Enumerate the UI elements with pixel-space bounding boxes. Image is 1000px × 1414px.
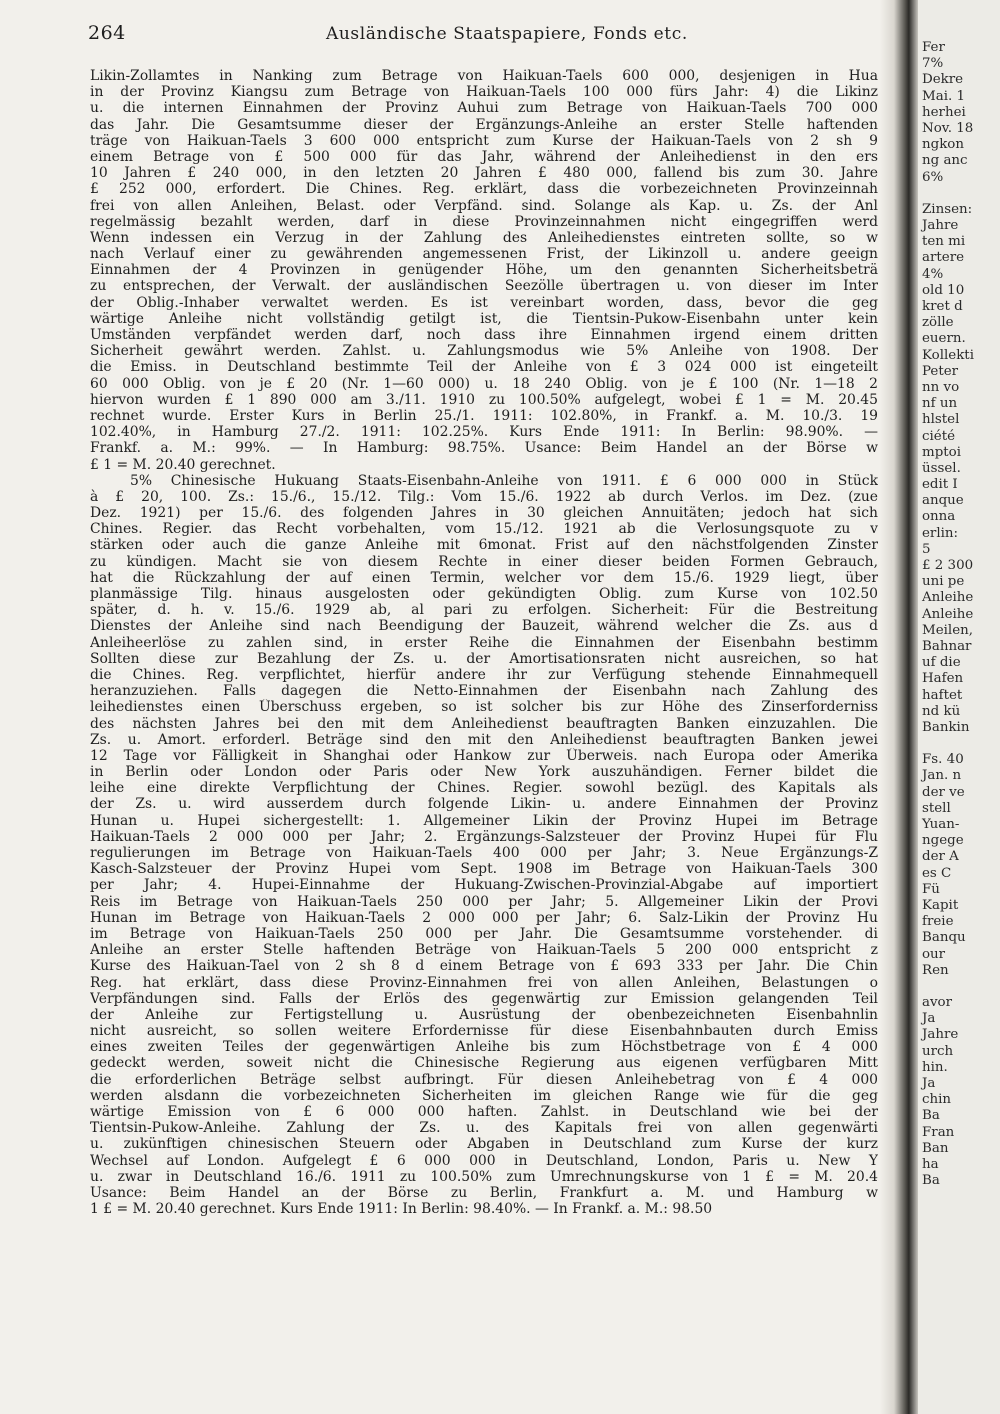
text-line: regelmässig bezahlt werden, darf in diese Provinzeinnahmen nicht eingegriffen werd <box>90 213 878 230</box>
next-page-line: Banqu <box>922 930 966 946</box>
text-line: des nächsten Jahres bei den mit dem Anleihedienst beauftragten Banken einzuzahlen. Die <box>90 715 878 732</box>
text-line: hiervon wurden £ 1 890 000 am 3./11. 1910 zu 100.50% aufgelegt, wobei £ 1 = M. 20.45 <box>90 391 878 408</box>
text-line: nicht ausreicht, so sollen weitere Erfordernisse für diese Eisenbahnbauten durch Emiss <box>90 1023 878 1040</box>
text-line: nach Verlauf einer zu gewährenden angemessenen Frist, der Likinzoll u. andere geeign <box>90 246 878 263</box>
text-line: die erforderlichen Beträge selbst aufbringt. Für diesen Anleihebetrag von £ 4 000 <box>90 1071 878 1088</box>
next-page-line: Mai. 1 <box>922 88 966 104</box>
text-line: der Zs. u. wird ausserdem durch folgende Likin- u. andere Einnahmen der Provinz <box>90 796 878 813</box>
next-page-line: £ 2 300 <box>922 558 974 573</box>
text-line: Sollten diese zur Bezahlung der Zs. u. der Amortisationsraten nicht ausreichen, so hat <box>90 650 878 667</box>
page-header <box>88 22 878 48</box>
next-page-line: ten mi <box>922 234 966 250</box>
next-page-line: euern. <box>922 331 966 347</box>
body-text <box>90 68 878 1217</box>
text-line: rechnet wurde. Erster Kurs in Berlin 25./1. 1911: 102.80%, in Frankf. a. M. 10./3. 19 <box>90 407 878 424</box>
text-line: Usance: Beim Handel an der Börse zu Berlin, Frankfurt a. M. und Hamburg w <box>90 1184 878 1201</box>
next-page-line: ngege <box>922 833 964 849</box>
text-line: £ 252 000, erfordert. Die Chines. Reg. erklärt, dass die vorbezeichneten Provinzeinnah <box>90 181 878 198</box>
text-line: Umständen verpfändet werden darf, noch dass ihre Einnahmen irgend einem dritten <box>90 327 878 343</box>
next-page-line: Nov. 18 <box>922 120 974 136</box>
text-line: die Chines. Reg. verpflichtet, hierfür andere ihr zur Verfügung stehende Einnahmequell <box>90 666 878 683</box>
next-page-line: 6% <box>922 169 944 185</box>
next-page-line: Ba <box>922 1108 940 1124</box>
text-line: Wenn indessen ein Verzug in der Zahlung des Anleihedienstes eintreten sollte, so w <box>90 229 878 246</box>
next-page-line: Fü <box>922 881 940 897</box>
text-line: leihe eine direkte Verpflichtung der Chines. Regier. sowohl bezügl. des Kapitals als <box>90 780 878 797</box>
page-number: 264 <box>88 22 126 44</box>
text-line: stärken oder auch die ganze Anleihe mit 6monat. Frist auf den nächstfolgenden Zinster <box>90 537 878 554</box>
text-line: frei von allen Anleihen, Belast. oder Verpfänd. sind. Solange als Kap. u. Zs. der Anl <box>90 197 878 214</box>
text-line: Hunan u. Hupei sichergestellt: 1. Allgemeiner Likin der Provinz Hupei im Betrage <box>90 812 878 829</box>
next-page-line: Anleihe <box>922 590 974 606</box>
next-page-line: Zinsen: <box>922 201 973 217</box>
next-page-line: Fer <box>922 40 945 55</box>
text-line: per Jahr; 4. Hupei-Einnahme der Hukuang-Zwischen-Provinzial-Abgabe auf importiert <box>90 877 878 894</box>
text-line: Verpfändungen sind. Falls der Erlös des gegenwärtig zur Emission gelangenden Teil <box>90 990 878 1007</box>
next-page-line: üssel. <box>922 460 961 476</box>
text-line: Wechsel auf London. Aufgelegt £ 6 000 000 in Deutschland, London, Paris u. New Y <box>90 1152 878 1169</box>
next-page-line: chin <box>922 1092 952 1108</box>
text-line: 12 Tage vor Fälligkeit in Shanghai oder Hankow zur Überweis. nach Europa oder Amerika <box>90 747 878 764</box>
next-page-line: nf un <box>922 396 958 412</box>
next-page-line: Jahre <box>922 1027 959 1043</box>
text-line: das Jahr. Die Gesamtsumme dieser der Ergänzungs-Anleihe an erster Stelle haftenden <box>90 116 878 133</box>
next-page-line: Bahnar <box>922 638 972 654</box>
text-line: u. zukünftigen chinesischen Steuern oder Abgaben in Deutschland zum Kurse der kurz <box>90 1136 878 1153</box>
text-line: später, d. h. v. 15./6. 1929 ab, al pari zu erfolgen. Sicherheit: Für die Bestreitung <box>90 602 878 619</box>
text-line: der Oblig.-Inhaber verwaltet werden. Es ist vereinbart worden, dass, bevor die geg <box>90 294 878 311</box>
next-page-line: nd kü <box>922 703 961 719</box>
text-line: wärtige Emission von £ 6 000 000 haften. Zahlst. in Deutschland wie bei der <box>90 1104 878 1120</box>
text-line: heranzuziehen. Falls dagegen die Netto-Einnahmen der Eisenbahn nach Zahlung des <box>90 683 878 700</box>
text-line: Anleiheerlöse zu zahlen sind, in erster Reihe die Einnahmen der Eisenbahn bestimm <box>90 634 878 651</box>
text-line: einem Betrage von £ 500 000 für das Jahr, während der Anleihedienst in den ers <box>90 148 878 165</box>
next-page-line: Jan. n <box>922 768 962 784</box>
text-line: Chines. Regier. das Recht vorbehalten, vom 15./12. 1921 ab die Verlosungsquote zu v <box>90 521 878 538</box>
next-page-line: Kapit <box>922 897 959 913</box>
text-line: u. zwar in Deutschland 16./6. 1911 zu 100.50% zum Umrechnungskurse von 1 £ = M. 20.4 <box>90 1168 878 1185</box>
next-page-line: 4% <box>922 266 944 282</box>
next-page-line <box>918 736 1000 752</box>
text-line: 5% Chinesische Hukuang Staats-Eisenbahn-Anleihe von 1911. £ 6 000 000 in Stück <box>130 472 878 489</box>
text-line: 60 000 Oblig. von je £ 20 (Nr. 1—60 000) u. 18 240 Oblig. von je £ 100 (Nr. 1—18 2 <box>90 375 878 392</box>
text-line: Zs. u. Amort. erforderl. Beträge sind den mit den Anleihedienst beauftragten Banken jewei <box>90 731 878 748</box>
text-line: à £ 20, 100. Zs.: 15./6., 15./12. Tilg.: Vom 15./6. 1922 ab durch Verlos. im Dez. (zue <box>90 488 878 505</box>
text-line: 102.40%, in Hamburg 27./2. 1911: 102.25%. Kurs Ende 1911: In Berlin: 98.90%. — <box>90 424 878 441</box>
text-line: Kurse des Haikuan-Tael von 2 sh 8 d einem Betrage von £ 693 333 per Jahr. Die Chin <box>90 958 878 975</box>
text-line: Sicherheit gewährt werden. Zahlst. u. Zahlungsmodus wie 5% Anleihe von 1908. Der <box>90 343 878 360</box>
next-page-line: Jahre <box>922 218 959 234</box>
next-page-line: our <box>922 946 946 962</box>
text-line: in der Provinz Kiangsu zum Betrage von Haikuan-Taels 100 000 fürs Jahr: 4) die Likinz <box>90 84 878 101</box>
next-page-line: haftet <box>922 687 963 703</box>
next-page-line: Ba <box>922 1173 940 1189</box>
next-page-line: ng anc <box>922 153 968 169</box>
next-page-edge <box>918 0 1000 1414</box>
next-page-line: Ja <box>922 1076 936 1091</box>
text-line: eines zweiten Teiles der gegenwärtigen Anleihe bis zum Höchstbetrage von £ 4 000 <box>90 1039 878 1056</box>
text-line: Hunan im Betrage von Haikuan-Taels 2 000 000 per Jahr; 6. Salz-Likin der Provinz Hu <box>90 909 878 926</box>
text-line: im Betrage von Haikuan-Taels 250 000 per Jahr. Die Gesamtsumme vorstehender. di <box>90 925 878 942</box>
text-line: hat die Rückzahlung der auf einen Termin, welcher vor dem 15./6. 1929 liegt, über <box>90 569 878 586</box>
next-page-line: kret d <box>922 299 963 314</box>
next-page-line: der ve <box>922 784 965 800</box>
text-line: 10 Jahren £ 240 000, in den letzten 20 Jahren £ 480 000, fallend bis zum 30. Jahre <box>90 165 878 182</box>
text-line: Dez. 1921) per 15./6. des folgenden Jahres in 30 gleichen Annuitäten; jedoch hat sich <box>90 505 878 522</box>
next-page-line: hin. <box>922 1059 948 1075</box>
next-page-line: edit I <box>922 477 958 493</box>
text-line: regulierungen im Betrage von Haikuan-Taels 400 000 per Jahr; 3. Neue Ergänzungs-Z <box>90 845 878 861</box>
next-page-line: Ja <box>922 1011 936 1027</box>
next-page-line: uni pe <box>922 574 965 590</box>
next-page-line: Hafen <box>922 671 964 687</box>
next-page-line: der A <box>922 849 959 865</box>
next-page-line: ciété <box>922 428 956 444</box>
text-line: Reis im Betrage von Haikuan-Taels 250 000 per Jahr; 5. Allgemeiner Likin der Provi <box>90 893 878 910</box>
next-page-line: ngkon <box>922 137 964 153</box>
text-line: u. die internen Einnahmen der Provinz Auhui zum Betrage von Haikuan-Taels 700 000 <box>90 100 878 117</box>
next-page-line: Fs. 40 <box>922 752 964 768</box>
text-line: £ 1 = M. 20.40 gerechnet. <box>90 456 276 473</box>
next-page-line: zölle <box>922 315 954 331</box>
next-page-line: stell <box>922 800 951 816</box>
text-line: Einnahmen der 4 Provinzen in genügender Höhe, um den genannten Sicherheitsbeträ <box>90 262 878 279</box>
text-line: Likin-Zollamtes in Nanking zum Betrage von Haikuan-Taels 600 000, desjenigen in Hua <box>90 68 878 84</box>
next-page-line: es C <box>922 865 952 881</box>
text-line: die Emiss. in Deutschland bestimmte Teil der Anleihe von £ 3 024 000 ist eingeteilt <box>90 359 878 376</box>
next-page-line: artere <box>922 250 965 266</box>
text-line: leihedienstes einen Überschuss ergeben, so ist solcher bis zur Höhe des Zinserforderniss <box>90 699 878 716</box>
next-page-line: Ban <box>922 1140 949 1156</box>
text-line: wärtige Anleihe nicht vollständig getilgt ist, die Tientsin-Pukow-Eisenbahn unter kein <box>90 310 878 327</box>
next-page-line: mptoi <box>922 444 961 460</box>
text-line: träge von Haikuan-Taels 3 600 000 entspricht zum Kurse der Haikuan-Taels von 2 sh 9 <box>90 132 878 149</box>
text-line: Dienstes der Anleihe sind nach Beendigung der Bauzeit, während welcher die Zs. aus d <box>90 618 878 635</box>
text-line: Haikuan-Taels 2 000 000 per Jahr; 2. Ergänzungs-Salzsteuer der Provinz Hupei für Flu <box>90 828 878 845</box>
text-line: in Berlin oder London oder Paris oder New York auszuhändigen. Ferner bildet die <box>90 764 878 781</box>
text-line: zu entsprechen, der Verwalt. der ausländischen Seezölle übertragen u. von dieser im Inter <box>90 278 878 295</box>
next-page-line: uf die <box>922 655 961 671</box>
next-page-line: onna <box>922 509 956 525</box>
next-page-line: nn vo <box>922 379 960 395</box>
next-page-line: Dekre <box>922 72 964 88</box>
next-page-line: Yuan- <box>922 817 960 832</box>
next-page-line: Fran <box>922 1124 955 1140</box>
text-line: der Anleihe zur Fertigstellung u. Ausrüstung der obenbezeichneten Eisenbahnlin <box>90 1006 878 1023</box>
next-page-line: anque <box>922 493 964 509</box>
running-title: Ausländische Staatspapiere, Fonds etc. <box>326 24 688 44</box>
text-line: werden alsdann die vorbezeichneten Sicherheiten im gleichen Range wie für die geg <box>90 1087 878 1104</box>
next-page-line <box>918 186 1000 202</box>
next-page-line <box>918 979 1000 995</box>
next-page-line: Kollekti <box>922 347 974 363</box>
next-page-line: 7% <box>922 56 944 72</box>
text-line: zu kündigen. Macht sie von diesem Rechte in einer dieser beiden Formen Gebrauch, <box>90 553 878 570</box>
text-line: Kasch-Salzsteuer der Provinz Hupei vom Sept. 1908 im Betrage von Haikuan-Taels 300 <box>90 861 878 878</box>
text-line: gedeckt werden, soweit nicht die Chinesische Regierung aus eigenen verfügbaren Mitt <box>90 1055 878 1072</box>
next-page-line: 5 <box>922 541 931 557</box>
book-gutter <box>880 0 920 1414</box>
next-page-line: avor <box>922 995 953 1011</box>
text-line: Tientsin-Pukow-Anleihe. Zahlung der Zs. u. des Kapitals frei von allen gegenwärti <box>90 1120 878 1137</box>
text-line: Anleihe an erster Stelle haftenden Beträge von Haikuan-Taels 5 200 000 entspricht z <box>90 942 878 959</box>
next-page-line: erlin: <box>922 525 959 541</box>
next-page-line: urch <box>922 1043 954 1059</box>
text-line: Frankf. a. M.: 99%. — In Hamburg: 98.75%. Usance: Beim Handel an der Börse w <box>90 440 878 457</box>
next-page-line: herhei <box>922 104 966 120</box>
next-page-line: Meilen, <box>922 622 974 638</box>
next-page-line: ha <box>922 1156 939 1172</box>
next-page-column <box>918 40 1000 1189</box>
text-line: planmässige Tilg. hinaus ausgelosten oder gekündigten Oblig. zum Kurse von 102.50 <box>90 586 878 602</box>
text-line: 1 £ = M. 20.40 gerechnet. Kurs Ende 1911: In Berlin: 98.40%. — In Frankf. a. M.: 98.50 <box>90 1201 713 1218</box>
text-line: Reg. hat erklärt, dass diese Provinz-Einnahmen frei von allen Anleihen, Belastungen o <box>90 974 878 991</box>
next-page-line: hlstel <box>922 412 960 428</box>
next-page-line: Bankin <box>922 719 970 735</box>
next-page-line: Ren <box>922 962 949 978</box>
next-page-line: Peter <box>922 363 959 379</box>
next-page-line: Anleihe <box>922 606 974 622</box>
next-page-line: old 10 <box>922 282 965 298</box>
next-page-line: freie <box>922 914 954 930</box>
